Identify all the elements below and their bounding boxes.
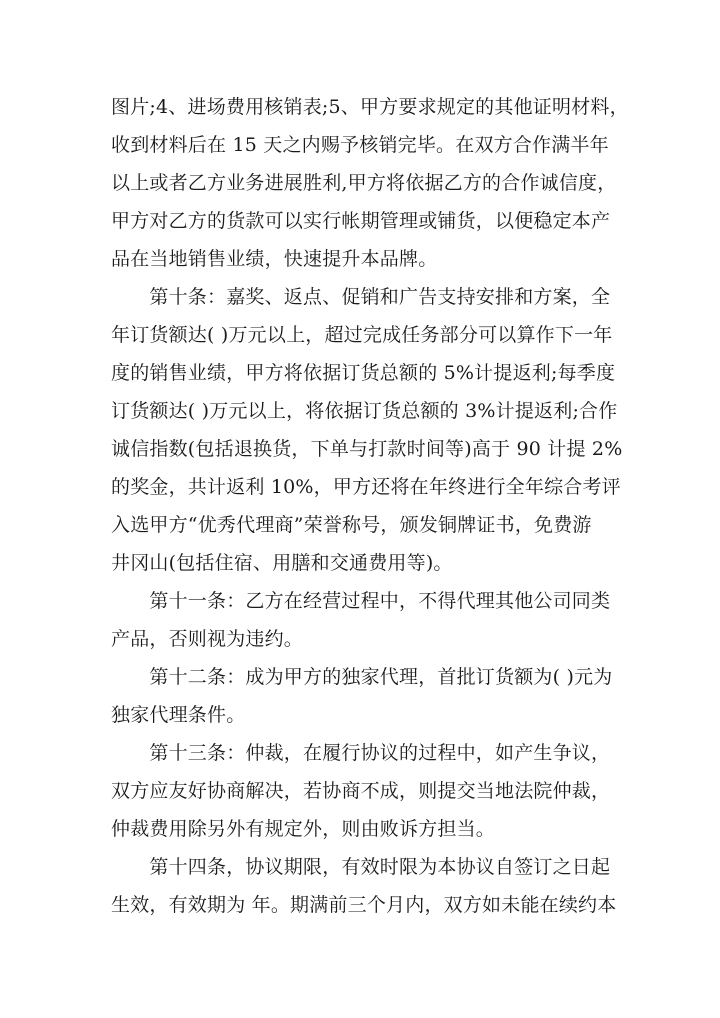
text-line: 第十二条：成为甲方的独家代理，首批订货额为( )元为 — [111, 666, 613, 688]
text-line: 的奖金，共计返利 10%，甲方还将在年终进行全年综合考评 — [111, 476, 621, 498]
text-line: 图片;4、进场费用核销表;5、甲方要求规定的其他证明材料， — [111, 96, 629, 118]
text-line: 入选甲方“优秀代理商”荣誉称号，颁发铜牌证书，免费游 — [111, 514, 592, 536]
text-line: 生效，有效期为 年。期满前三个月内，双方如未能在续约本 — [111, 894, 617, 916]
text-line: 订货额达( )万元以上，将依据订货总额的 3%计提返利;合作 — [111, 400, 618, 422]
text-line: 品在当地销售业绩，快速提升本品牌。 — [111, 248, 438, 270]
text-line: 井冈山(包括住宿、用膳和交通费用等)。 — [111, 552, 453, 574]
text-line: 第十三条：仲裁，在履行协议的过程中，如产生争议， — [111, 742, 611, 764]
text-line: 甲方对乙方的货款可以实行帐期管理或铺货，以便稳定本产 — [111, 210, 611, 232]
document-body — [111, 88, 629, 924]
text-line: 第十一条：乙方在经营过程中，不得代理其他公司同类 — [111, 590, 611, 612]
text-line: 以上或者乙方业务进展胜利,甲方将依据乙方的合作诚信度， — [111, 172, 617, 194]
text-line: 第十四条，协议期限，有效时限为本协议自签订之日起 — [111, 856, 611, 878]
text-line: 仲裁费用除另外有规定外，则由败诉方担当。 — [111, 818, 496, 840]
text-line: 年订货额达( )万元以上，超过完成任务部分可以算作下一年 — [111, 324, 613, 346]
text-line: 诚信指数(包括退换货，下单与打款时间等)高于 90 计提 2% — [111, 438, 623, 460]
text-line: 产品，否则视为违约。 — [111, 628, 304, 650]
text-line: 双方应友好协商解决，若协商不成，则提交当地法院仲裁， — [111, 780, 611, 802]
text-line: 度的销售业绩，甲方将依据订货总额的 5%计提返利;每季度 — [111, 362, 616, 384]
text-line: 独家代理条件。 — [111, 704, 246, 726]
text-line: 收到材料后在 15 天之内赐予核销完毕。在双方合作满半年 — [111, 134, 609, 156]
text-line: 第十条：嘉奖、返点、促销和广告支持安排和方案，全 — [111, 286, 611, 308]
